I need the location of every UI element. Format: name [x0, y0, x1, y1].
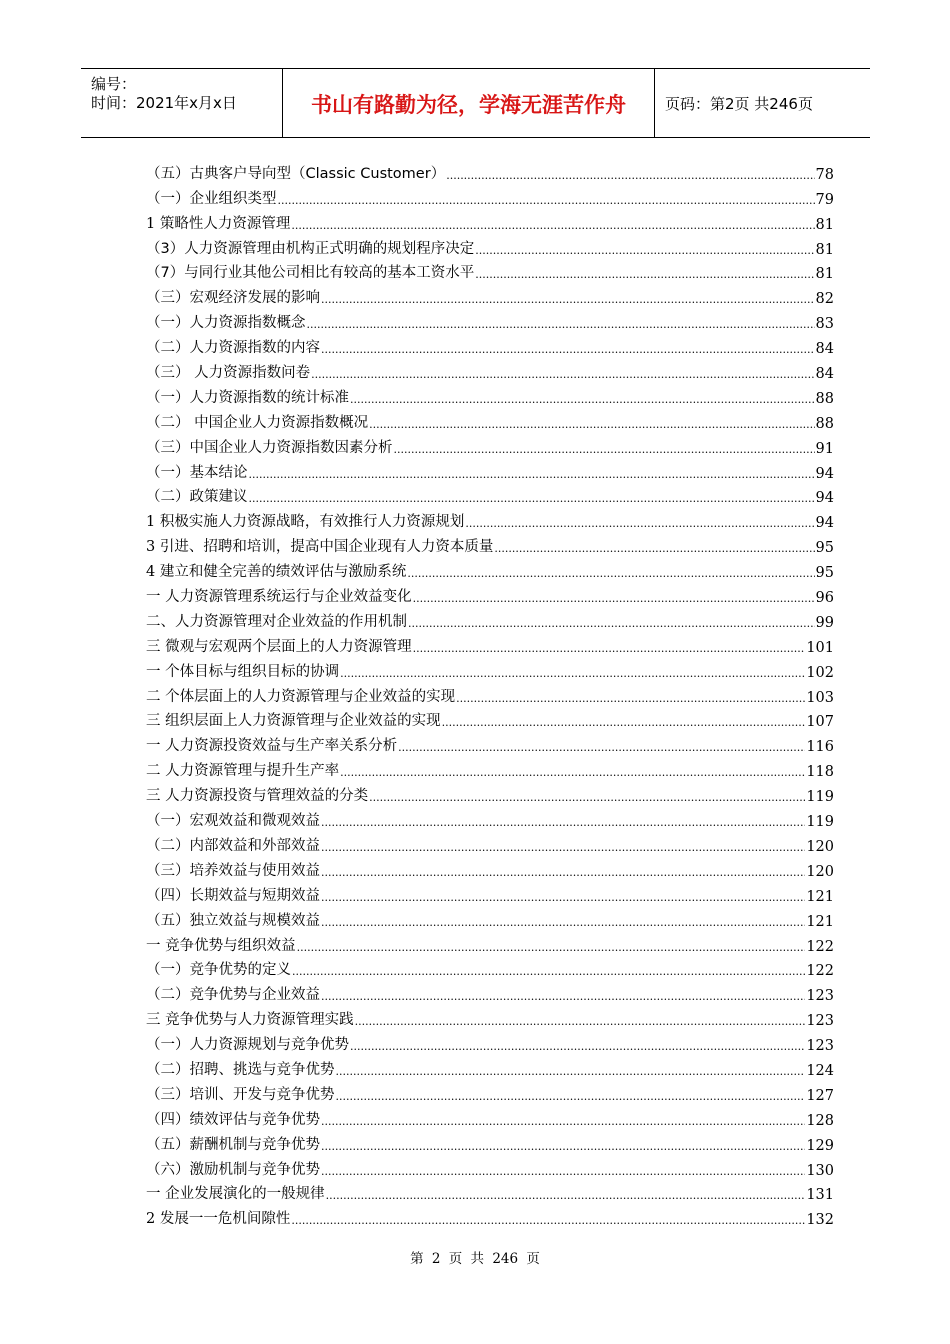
- toc-entry-page: 95: [815, 540, 834, 557]
- toc-entry[interactable]: [146, 855, 834, 880]
- toc-entry-page: 121: [806, 888, 834, 905]
- toc-entry-page: 123: [806, 1013, 834, 1030]
- toc-dot-leader: [413, 642, 806, 656]
- toc-entry[interactable]: [146, 183, 834, 208]
- toc-entry-page: 94: [815, 465, 834, 482]
- toc-entry-title: （一）基本结论: [146, 464, 248, 481]
- toc-entry-page: 81: [815, 216, 834, 233]
- toc-dot-leader: [291, 1214, 805, 1228]
- toc-entry-page: 94: [815, 490, 834, 507]
- toc-entry[interactable]: [146, 357, 834, 382]
- toc-dot-leader: [408, 617, 815, 631]
- toc-entry[interactable]: [146, 1154, 834, 1179]
- toc-dot-leader: [321, 841, 805, 855]
- toc-entry-title: 一 人力资源管理系统运行与企业效益变化: [146, 589, 412, 606]
- toc-entry-page: 102: [806, 664, 834, 681]
- toc-dot-leader: [340, 667, 805, 681]
- toc-entry-title: 二、人力资源管理对企业效益的作用机制: [146, 613, 407, 630]
- toc-entry[interactable]: [146, 1129, 834, 1154]
- toc-entry-title: （一）企业组织类型: [146, 190, 277, 207]
- toc-entry-title: 二 人力资源管理与提升生产率: [146, 763, 340, 780]
- toc-dot-leader: [355, 1015, 806, 1029]
- toc-entry-page: 131: [806, 1187, 834, 1204]
- toc-dot-leader: [292, 965, 805, 979]
- toc-entry-page: 128: [806, 1112, 834, 1129]
- toc-entry-page: 88: [815, 390, 834, 407]
- toc-entry-title: （五）独立效益与规模效益: [146, 912, 320, 929]
- toc-dot-leader: [321, 916, 805, 930]
- toc-dot-leader: [321, 1115, 805, 1129]
- toc-entry[interactable]: [146, 1054, 834, 1079]
- toc-entry-page: 132: [806, 1212, 834, 1229]
- toc-entry-page: 79: [815, 191, 834, 208]
- toc-entry-title: （一）宏观效益和微观效益: [146, 813, 320, 830]
- toc-entry-title: 一 竞争优势与组织效益: [146, 937, 296, 954]
- toc-entry[interactable]: [146, 432, 834, 457]
- toc-entry-page: 81: [815, 241, 834, 258]
- toc-entry-title: 一 个体目标与组织目标的协调: [146, 663, 340, 680]
- toc-entry[interactable]: [146, 880, 834, 905]
- toc-entry-title: 二 个体层面上的人力资源管理与企业效益的实现: [146, 688, 456, 705]
- toc-entry[interactable]: [146, 258, 834, 283]
- toc-dot-leader: [321, 866, 805, 880]
- toc-dot-leader: [336, 1065, 806, 1079]
- toc-dot-leader: [446, 169, 814, 183]
- toc-entry[interactable]: [146, 780, 834, 805]
- toc-entry[interactable]: [146, 1179, 834, 1204]
- toc-dot-leader: [311, 368, 814, 382]
- toc-entry-page: 95: [815, 565, 834, 582]
- toc-dot-leader: [398, 741, 805, 755]
- toc-entry[interactable]: [146, 282, 834, 307]
- toc-entry[interactable]: [146, 1029, 834, 1054]
- toc-entry-title: （二）竞争优势与企业效益: [146, 987, 320, 1004]
- toc-entry-title: （三）培训、开发与竞争优势: [146, 1086, 335, 1103]
- toc-entry-title: 1 积极实施人力资源战略，有效推行人力资源规划: [146, 514, 465, 531]
- toc-entry[interactable]: [146, 581, 834, 606]
- toc-entry[interactable]: [146, 457, 834, 482]
- header-page-cell: [655, 69, 870, 137]
- toc-entry-page: 99: [815, 614, 834, 631]
- toc-entry[interactable]: [146, 706, 834, 731]
- toc-entry-title: （三） 人力资源指数问卷: [146, 365, 311, 382]
- toc-entry[interactable]: [146, 955, 834, 980]
- toc-entry[interactable]: [146, 930, 834, 955]
- toc-entry-title: （四）长期效益与短期效益: [146, 887, 320, 904]
- toc-entry[interactable]: [146, 681, 834, 706]
- toc-entry-page: 124: [806, 1062, 834, 1079]
- toc-entry[interactable]: [146, 307, 834, 332]
- toc-entry-title: （一）人力资源指数的统计标准: [146, 389, 349, 406]
- toc-entry-page: 78: [815, 166, 834, 183]
- toc-entry-page: 81: [815, 266, 834, 283]
- toc-entry-title: （五）古典客户导向型（Classic Customer）: [146, 165, 446, 182]
- toc-dot-leader: [394, 443, 815, 457]
- toc-entry-page: 118: [806, 764, 834, 781]
- toc-entry-page: 107: [806, 714, 834, 731]
- toc-dot-leader: [291, 219, 814, 233]
- table-of-contents: [146, 158, 834, 1228]
- toc-entry-page: 127: [806, 1087, 834, 1104]
- toc-entry-title: （二）人力资源指数的内容: [146, 340, 320, 357]
- toc-dot-leader: [350, 393, 815, 407]
- toc-entry-title: （一）人力资源规划与竞争优势: [146, 1037, 349, 1054]
- toc-entry-page: 103: [806, 689, 834, 706]
- toc-entry-page: 120: [806, 863, 834, 880]
- toc-entry-title: （五）薪酬机制与竞争优势: [146, 1136, 320, 1153]
- toc-entry-page: 116: [806, 739, 834, 756]
- toc-entry-title: （二） 中国企业人力资源指数概况: [146, 414, 369, 431]
- toc-entry[interactable]: [146, 158, 834, 183]
- toc-dot-leader: [249, 468, 815, 482]
- toc-entry-page: 119: [806, 814, 834, 831]
- toc-entry[interactable]: [146, 905, 834, 930]
- toc-entry-title: （二）内部效益和外部效益: [146, 837, 320, 854]
- toc-entry-page: 123: [806, 1038, 834, 1055]
- toc-dot-leader: [442, 716, 806, 730]
- toc-entry[interactable]: [146, 382, 834, 407]
- toc-dot-leader: [321, 343, 815, 357]
- toc-dot-leader: [321, 990, 805, 1004]
- toc-entry[interactable]: [146, 482, 834, 507]
- toc-dot-leader: [350, 1040, 805, 1054]
- header-info-cell: [81, 69, 283, 137]
- document-time-label: 时间：2021年x月x日: [91, 94, 237, 112]
- toc-dot-leader: [456, 692, 805, 706]
- toc-dot-leader: [321, 1165, 805, 1179]
- toc-entry[interactable]: [146, 506, 834, 531]
- toc-entry-page: 101: [806, 639, 834, 656]
- toc-entry[interactable]: [146, 805, 834, 830]
- toc-entry-title: （二）招聘、挑选与竞争优势: [146, 1061, 335, 1078]
- toc-entry-title: 三 人力资源投资与管理效益的分类: [146, 788, 369, 805]
- page-footer: 第 2 页 共 246 页: [410, 1251, 540, 1267]
- toc-entry-page: 84: [815, 366, 834, 383]
- toc-entry-title: 三 竞争优势与人力资源管理实践: [146, 1012, 354, 1029]
- toc-entry-page: 91: [815, 440, 834, 457]
- toc-entry-page: 96: [815, 590, 834, 607]
- toc-entry[interactable]: [146, 233, 834, 258]
- toc-entry-title: （三）培养效益与使用效益: [146, 862, 320, 879]
- toc-entry-title: （一）人力资源指数概念: [146, 315, 306, 332]
- header-motto: 书山有路勤为径，学海无涯苦作舟: [311, 93, 626, 117]
- toc-entry-title: 2 发展一一危机间隙性: [146, 1211, 291, 1228]
- toc-entry-title: （六）激励机制与竞争优势: [146, 1161, 320, 1178]
- toc-entry[interactable]: [146, 1079, 834, 1104]
- toc-entry-page: 82: [815, 291, 834, 308]
- toc-entry-page: 121: [806, 913, 834, 930]
- toc-dot-leader: [413, 592, 815, 606]
- toc-dot-leader: [494, 542, 814, 556]
- toc-entry-page: 88: [815, 415, 834, 432]
- toc-entry[interactable]: [146, 1203, 834, 1228]
- toc-entry-title: 1 策略性人力资源管理: [146, 215, 291, 232]
- toc-entry-page: 123: [806, 988, 834, 1005]
- toc-dot-leader: [369, 791, 805, 805]
- toc-entry[interactable]: [146, 730, 834, 755]
- toc-dot-leader: [340, 766, 805, 780]
- toc-entry-title: 一 企业发展演化的一般规律: [146, 1186, 325, 1203]
- toc-entry-title: 4 建立和健全完善的绩效评估与激励系统: [146, 564, 407, 581]
- toc-entry[interactable]: [146, 830, 834, 855]
- toc-entry-title: 三 微观与宏观两个层面上的人力资源管理: [146, 638, 412, 655]
- toc-entry-page: 94: [815, 515, 834, 532]
- page-header: [81, 68, 870, 138]
- toc-entry-page: 84: [815, 341, 834, 358]
- toc-entry-title: （7）与同行业其他公司相比有较高的基本工资水平: [146, 265, 475, 282]
- document-number-label: 编号：: [91, 75, 137, 93]
- toc-entry[interactable]: [146, 556, 834, 581]
- header-motto-cell: [283, 69, 655, 137]
- toc-entry[interactable]: [146, 606, 834, 631]
- toc-dot-leader: [307, 318, 815, 332]
- toc-entry-page: 122: [806, 938, 834, 955]
- toc-entry-title: 三 组织层面上人力资源管理与企业效益的实现: [146, 713, 441, 730]
- toc-dot-leader: [297, 941, 806, 955]
- toc-entry-page: 130: [806, 1162, 834, 1179]
- toc-entry[interactable]: [146, 1104, 834, 1129]
- toc-dot-leader: [407, 567, 814, 581]
- toc-entry-title: （四）绩效评估与竞争优势: [146, 1111, 320, 1128]
- toc-dot-leader: [336, 1090, 806, 1104]
- toc-entry-page: 83: [815, 316, 834, 333]
- toc-dot-leader: [321, 293, 815, 307]
- toc-dot-leader: [326, 1189, 806, 1203]
- toc-entry[interactable]: [146, 755, 834, 780]
- toc-dot-leader: [369, 418, 814, 432]
- toc-entry-title: 一 人力资源投资效益与生产率关系分析: [146, 738, 398, 755]
- toc-entry[interactable]: [146, 1004, 834, 1029]
- toc-entry-page: 122: [806, 963, 834, 980]
- toc-entry-title: 3 引进、招聘和培训，提高中国企业现有人力资本质量: [146, 539, 494, 556]
- toc-entry[interactable]: [146, 979, 834, 1004]
- toc-dot-leader: [465, 517, 814, 531]
- toc-entry[interactable]: [146, 531, 834, 556]
- toc-dot-leader: [278, 194, 815, 208]
- toc-dot-leader: [321, 816, 805, 830]
- toc-dot-leader: [321, 891, 805, 905]
- toc-entry[interactable]: [146, 407, 834, 432]
- toc-entry[interactable]: [146, 656, 834, 681]
- toc-dot-leader: [249, 492, 815, 506]
- header-page-info: 页码：第2页 共246页: [665, 95, 813, 113]
- toc-entry-page: 120: [806, 838, 834, 855]
- toc-dot-leader: [321, 1140, 805, 1154]
- toc-dot-leader: [475, 244, 814, 258]
- toc-entry-title: （一）竞争优势的定义: [146, 962, 291, 979]
- toc-entry-title: （二）政策建议: [146, 489, 248, 506]
- toc-entry-page: 129: [806, 1137, 834, 1154]
- toc-entry-title: （三）宏观经济发展的影响: [146, 290, 320, 307]
- toc-dot-leader: [475, 268, 814, 282]
- toc-entry[interactable]: [146, 208, 834, 233]
- toc-entry[interactable]: [146, 332, 834, 357]
- toc-entry-title: （三）中国企业人力资源指数因素分析: [146, 439, 393, 456]
- toc-entry[interactable]: [146, 631, 834, 656]
- toc-entry-title: （3）人力资源管理由机构正式明确的规划程序决定: [146, 240, 475, 257]
- toc-entry-page: 119: [806, 789, 834, 806]
